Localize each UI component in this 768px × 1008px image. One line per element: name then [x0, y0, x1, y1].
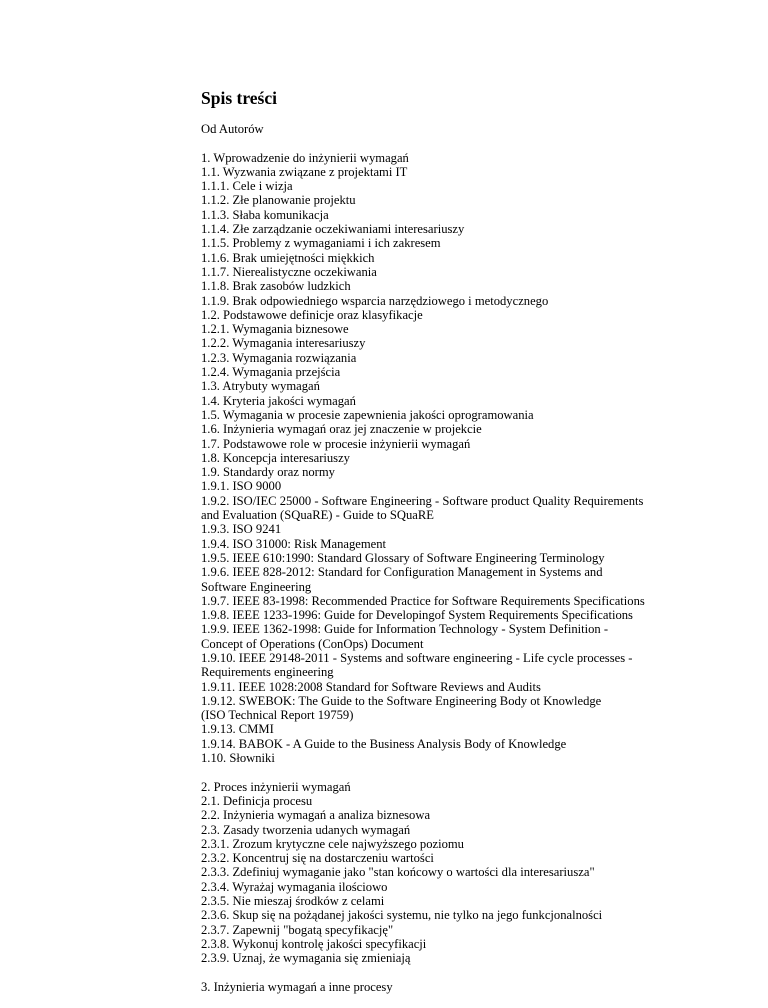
- toc-entry: 2.3.4. Wyrażaj wymagania ilościowo: [201, 879, 388, 894]
- toc-entry: 1.9.4. ISO 31000: Risk Management: [201, 536, 387, 551]
- toc-entry: 1.4. Kryteria jakości wymagań: [201, 393, 356, 408]
- toc-entry: 1.1.7. Nierealistyczne oczekiwania: [201, 264, 377, 279]
- toc-entry: 1.1.4. Złe zarządzanie oczekiwaniami interesariuszy: [201, 222, 465, 237]
- toc-entry: 1.9.7. IEEE 83-1998: Recommended Practice for Software Requirements Specifications: [201, 593, 645, 608]
- toc-entry: 1.2.4. Wymagania przejścia: [201, 365, 341, 380]
- toc-entry: 2.3. Zasady tworzenia udanych wymagań: [201, 822, 411, 837]
- toc-entry: 1.9.14. BABOK - A Guide to the Business Analysis Body of Knowledge: [201, 736, 567, 751]
- toc-entry: 1.6. Inżynieria wymagań oraz jej znaczenie w projekcie: [201, 422, 482, 437]
- toc-entry: 1.9.5. IEEE 610:1990: Standard Glossary of Software Engineering Terminology: [201, 550, 605, 565]
- toc-entry: (ISO Technical Report 19759): [201, 708, 354, 723]
- toc-entry: 1.9.13. CMMI: [201, 722, 274, 737]
- page-title: Spis treści: [201, 88, 277, 108]
- toc-entry: 1.9.8. IEEE 1233-1996: Guide for Developingof System Requirements Specifications: [201, 608, 633, 623]
- toc-entry: 1.2.3. Wymagania rozwiązania: [201, 350, 357, 365]
- toc-entry: 1. Wprowadzenie do inżynierii wymagań: [201, 150, 409, 165]
- toc-entry: 1.1.1. Cele i wizja: [201, 179, 293, 194]
- toc-entry: 2.2. Inżynieria wymagań a analiza biznesowa: [201, 808, 431, 823]
- toc-entry: 1.2.1. Wymagania biznesowe: [201, 322, 349, 337]
- toc-entry: 1.7. Podstawowe role w procesie inżynierii wymagań: [201, 436, 471, 451]
- toc-entry: 2.3.9. Uznaj, że wymagania się zmieniają: [201, 951, 411, 966]
- toc-entry: 1.1. Wyzwania związane z projektami IT: [201, 164, 408, 179]
- toc-entry: 1.1.2. Złe planowanie projektu: [201, 193, 356, 208]
- toc-entry: 2.3.7. Zapewnij "bogatą specyfikację": [201, 922, 394, 937]
- toc-entry: Concept of Operations (ConOps) Document: [201, 636, 424, 651]
- toc-entry: 1.1.8. Brak zasobów ludzkich: [201, 279, 351, 294]
- toc-entry: Requirements engineering: [201, 665, 334, 680]
- toc-entry: 2.3.1. Zrozum krytyczne cele najwyższego poziomu: [201, 836, 464, 851]
- toc-entry: 2.3.8. Wykonuj kontrolę jakości specyfikacji: [201, 936, 427, 951]
- toc-entry-authors: Od Autorów: [201, 122, 264, 136]
- toc-entry: 1.9.10. IEEE 29148-2011 - Systems and software engineering - Life cycle processes -: [201, 650, 633, 665]
- toc-entry: 1.8. Koncepcja interesariuszy: [201, 450, 350, 465]
- toc-sections: [201, 151, 741, 995]
- toc-entry: 1.9.1. ISO 9000: [201, 479, 282, 494]
- toc-entry: 1.1.6. Brak umiejętności miękkich: [201, 250, 375, 265]
- toc-entry: 1.9. Standardy oraz normy: [201, 465, 335, 480]
- toc-entry: Software Engineering: [201, 579, 312, 594]
- toc-entry: 1.2.2. Wymagania interesariuszy: [201, 336, 366, 351]
- toc-entry: 2.3.5. Nie mieszaj środków z celami: [201, 894, 385, 909]
- toc-entry: 1.9.12. SWEBOK: The Guide to the Software Engineering Body ot Knowledge: [201, 693, 602, 708]
- toc-entry: 1.1.9. Brak odpowiedniego wsparcia narzędziowego i metodycznego: [201, 293, 549, 308]
- toc-section-3: [201, 980, 741, 994]
- toc-entry: 2.1. Definicja procesu: [201, 793, 313, 808]
- toc-entry: 1.1.3. Słaba komunikacja: [201, 207, 329, 222]
- toc-section-1: [201, 151, 741, 766]
- toc-entry: 1.9.3. ISO 9241: [201, 522, 282, 537]
- toc-entry: 1.9.6. IEEE 828-2012: Standard for Configuration Management in Systems and: [201, 565, 603, 580]
- toc-entry: 1.9.9. IEEE 1362-1998: Guide for Information Technology - System Definition -: [201, 622, 609, 637]
- toc-page: [201, 88, 741, 1008]
- toc-section-2: [201, 780, 741, 966]
- toc-entry: 1.9.11. IEEE 1028:2008 Standard for Software Reviews and Audits: [201, 679, 541, 694]
- toc-entry: 2. Proces inżynierii wymagań: [201, 779, 351, 794]
- toc-entry: 1.3. Atrybuty wymagań: [201, 379, 320, 394]
- toc-entry: 1.9.2. ISO/IEC 25000 - Software Engineering - Software product Quality Requirements: [201, 493, 644, 508]
- toc-entry: 1.2. Podstawowe definicje oraz klasyfikacje: [201, 307, 423, 322]
- toc-entry: 2.3.3. Zdefiniuj wymaganie jako "stan końcowy o wartości dla interesariusza": [201, 865, 595, 880]
- toc-entry: and Evaluation (SQuaRE) - Guide to SQuaRE: [201, 508, 434, 523]
- toc-entry: 1.1.5. Problemy z wymaganiami i ich zakresem: [201, 236, 441, 251]
- toc-entry: 3. Inżynieria wymagań a inne procesy: [201, 979, 393, 994]
- toc-entry: 1.5. Wymagania w procesie zapewnienia jakości oprogramowania: [201, 407, 534, 422]
- toc-entry: 1.10. Słowniki: [201, 751, 275, 766]
- toc-entry: 2.3.6. Skup się na pożądanej jakości systemu, nie tylko na jego funkcjonalności: [201, 908, 603, 923]
- toc-entry: 2.3.2. Koncentruj się na dostarczeniu wartości: [201, 851, 434, 866]
